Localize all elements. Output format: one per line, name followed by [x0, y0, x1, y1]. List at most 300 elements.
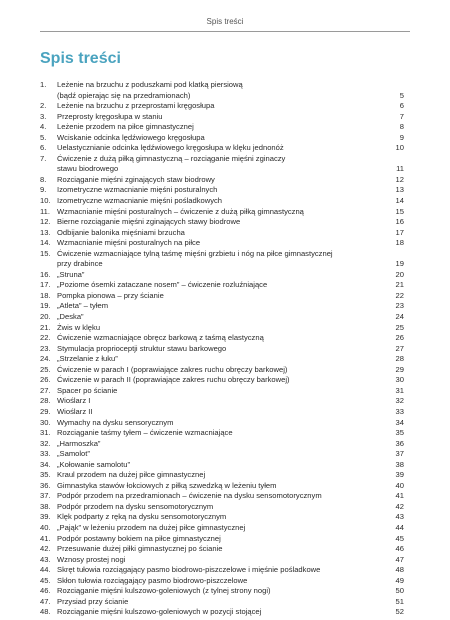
toc-entry-body	[57, 386, 404, 397]
toc-entry-number: 44.	[40, 565, 51, 575]
toc-entry-title: Spacer po ścianie	[57, 385, 118, 395]
toc-entry	[40, 185, 404, 196]
toc-entry	[40, 291, 404, 302]
toc-entry-line	[57, 101, 404, 112]
toc-entry-number: 24.	[40, 354, 51, 364]
toc-entry-title: „Kołowanie samolotu”	[57, 459, 131, 469]
toc-entry-title: „Poziome ósemki zataczane nosem” – ćwiczenie rozluźniające	[57, 280, 268, 290]
toc-entry-number: 42.	[40, 544, 51, 554]
toc-entry-title: Podpór przodem na dysku sensomotorycznym	[57, 501, 214, 511]
toc-entry-page: 23	[395, 301, 404, 311]
toc-entry-page: 5	[399, 90, 404, 100]
toc-entry-line	[57, 207, 404, 218]
toc-entry-line	[57, 323, 404, 334]
toc-entry-number: 37.	[40, 491, 51, 501]
toc-entry-line	[57, 491, 404, 502]
toc-entry	[40, 196, 404, 207]
toc-entry-number: 23.	[40, 343, 51, 353]
toc-entry	[40, 323, 404, 334]
toc-entry-number: 8.	[40, 174, 47, 184]
toc-entry-line	[57, 481, 404, 492]
toc-entry-page: 18	[395, 238, 404, 248]
toc-entry-body	[57, 196, 404, 207]
toc-entry-number: 2.	[40, 101, 47, 111]
toc-entry-page-spacer	[382, 249, 404, 260]
toc-entry-line	[57, 154, 404, 165]
toc-entry-line	[57, 259, 404, 270]
toc-entry	[40, 101, 404, 112]
toc-entry-title: Skłon tułowia rozciągający pasmo biodrowo-piszczelowe	[57, 575, 248, 585]
toc-entry	[40, 439, 404, 450]
toc-entry-number: 18.	[40, 290, 51, 300]
toc-entry-page: 43	[395, 512, 404, 522]
toc-entry-page-spacer	[382, 154, 404, 165]
toc-entry	[40, 396, 404, 407]
toc-entry	[40, 407, 404, 418]
toc-entry-title: Klęk podparty z ręką na dysku sensomotorycznym	[57, 512, 227, 522]
toc-entry-line	[57, 396, 404, 407]
toc-entry-line	[57, 365, 404, 376]
toc-entry	[40, 597, 404, 608]
toc-entry-body	[57, 597, 404, 608]
toc-entry-page: 50	[395, 586, 404, 596]
toc-entry-number: 33.	[40, 449, 51, 459]
page-title: Spis treści	[40, 50, 121, 67]
toc-entry-number: 22.	[40, 333, 51, 343]
toc-entry	[40, 555, 404, 566]
toc-entry-body	[57, 586, 404, 597]
toc-entry-line	[57, 439, 404, 450]
toc-entry-page: 12	[395, 174, 404, 184]
toc-entry-body	[57, 407, 404, 418]
toc-entry-page: 34	[395, 417, 404, 427]
toc-entry-page: 9	[399, 132, 404, 142]
toc-entry-number: 21.	[40, 322, 51, 332]
toc-entry	[40, 312, 404, 323]
toc-entry-page: 31	[395, 385, 404, 395]
toc-entry-title: Pompka pionowa – przy ścianie	[57, 290, 164, 300]
toc-entry	[40, 586, 404, 597]
toc-entry-number: 27.	[40, 385, 51, 395]
toc-entry-line	[57, 185, 404, 196]
toc-entry-page: 37	[395, 449, 404, 459]
toc-entry-number: 26.	[40, 375, 51, 385]
toc-entry-title: Bierne rozciąganie mięśni zginających stawy biodrowe	[57, 217, 241, 227]
toc-entry-title: Ćwiczenie w parach I (poprawiające zakres ruchu obręczy barkowej)	[57, 364, 288, 374]
toc-entry-title: Przysiad przy ścianie	[57, 596, 129, 606]
toc-entry-line	[57, 449, 404, 460]
toc-entry-line	[57, 196, 404, 207]
toc-entry-body	[57, 544, 404, 555]
toc-entry	[40, 344, 404, 355]
toc-entry-line	[57, 470, 404, 481]
toc-entry-body	[57, 133, 404, 144]
toc-entry-title: „Atleta” – tyłem	[57, 301, 109, 311]
toc-entry-title: Wciskanie odcinka lędźwiowego kręgosłupa	[57, 132, 205, 142]
toc-entry-page: 41	[395, 491, 404, 501]
toc-entry	[40, 80, 404, 101]
toc-entry-page: 15	[395, 206, 404, 216]
toc-entry-body	[57, 101, 404, 112]
toc-entry-body	[57, 228, 404, 239]
toc-entry-line	[57, 597, 404, 608]
table-of-contents	[40, 80, 404, 618]
toc-entry	[40, 502, 404, 513]
toc-entry-page: 7	[399, 111, 404, 121]
toc-entry-body	[57, 439, 404, 450]
toc-entry	[40, 122, 404, 133]
toc-entry-line	[57, 375, 404, 386]
toc-entry-title: Ćwiczenie w parach II (poprawiające zakres ruchu obręczy barkowej)	[57, 375, 290, 385]
toc-entry-page: 38	[395, 459, 404, 469]
toc-entry-title: Leżenie na brzuchu z przeprostami kręgosłupa	[57, 101, 215, 111]
toc-entry-body	[57, 154, 404, 175]
toc-entry	[40, 270, 404, 281]
toc-entry-title: stawu biodrowego	[57, 164, 119, 174]
toc-entry-line	[57, 607, 404, 618]
toc-entry-number: 43.	[40, 554, 51, 564]
toc-entry-number: 47.	[40, 596, 51, 606]
toc-entry-line	[57, 143, 404, 154]
toc-entry-body	[57, 207, 404, 218]
toc-entry-number: 48.	[40, 607, 51, 617]
toc-entry-page: 13	[395, 185, 404, 195]
toc-entry	[40, 112, 404, 123]
toc-entry-line	[57, 354, 404, 365]
toc-entry-body	[57, 270, 404, 281]
toc-entry-number: 34.	[40, 459, 51, 469]
toc-entry-page: 19	[395, 259, 404, 269]
toc-entry-body	[57, 375, 404, 386]
toc-entry-page: 29	[395, 364, 404, 374]
toc-entry-number: 46.	[40, 586, 51, 596]
toc-entry-title: Kraul przodem na dużej piłce gimnastycznej	[57, 470, 206, 480]
toc-entry-body	[57, 185, 404, 196]
toc-entry	[40, 154, 404, 175]
toc-entry-line	[57, 280, 404, 291]
toc-entry-line	[57, 333, 404, 344]
toc-entry-number: 31.	[40, 428, 51, 438]
toc-entry-line	[57, 523, 404, 534]
toc-entry	[40, 333, 404, 344]
toc-entry	[40, 354, 404, 365]
toc-entry-title: Odbijanie balonika mięśniami brzucha	[57, 227, 185, 237]
toc-entry-page: 32	[395, 396, 404, 406]
toc-entry	[40, 481, 404, 492]
toc-entry-title: Wymachy na dysku sensorycznym	[57, 417, 174, 427]
toc-entry-page: 48	[395, 565, 404, 575]
toc-entry-body	[57, 491, 404, 502]
toc-entry-body	[57, 460, 404, 471]
toc-entry-number: 7.	[40, 153, 47, 163]
toc-entry-page: 45	[395, 533, 404, 543]
toc-entry-title: „Deska”	[57, 312, 84, 322]
toc-entry-page: 42	[395, 501, 404, 511]
toc-entry-number: 5.	[40, 132, 47, 142]
toc-entry-body	[57, 80, 404, 101]
toc-entry	[40, 534, 404, 545]
toc-entry-number: 40.	[40, 522, 51, 532]
toc-entry-page: 46	[395, 544, 404, 554]
toc-entry-title: Podpór postawny bokiem na piłce gimnastycznej	[57, 533, 221, 543]
toc-entry-number: 19.	[40, 301, 51, 311]
toc-entry-title: Podpór przodem na przedramionach – ćwiczenie na dysku sensomotorycznym	[57, 491, 322, 501]
toc-entry-page: 49	[395, 575, 404, 585]
toc-entry-title: Przeprosty kręgosłupa w staniu	[57, 111, 163, 121]
toc-entry-number: 45.	[40, 575, 51, 585]
toc-entry-line	[57, 270, 404, 281]
toc-entry-title: Wzmacnianie mięśni posturalnych – ćwiczenie z dużą piłką gimnastyczną	[57, 206, 304, 216]
toc-entry-body	[57, 565, 404, 576]
toc-entry-body	[57, 238, 404, 249]
running-header: Spis treści	[206, 17, 244, 26]
toc-entry	[40, 428, 404, 439]
toc-entry-number: 29.	[40, 406, 51, 416]
toc-entry-number: 32.	[40, 438, 51, 448]
toc-entry	[40, 449, 404, 460]
toc-entry-title: przy drabince	[57, 259, 103, 269]
toc-entry-title: Wznosy prostej nogi	[57, 554, 126, 564]
toc-entry-title: Ćwiczenie z dużą piłką gimnastyczną – rozciąganie mięśni zginaczy	[57, 153, 286, 163]
toc-entry-title: Uelastycznianie odcinka lędźwiowego kręgosłupa w klęku jednonóż	[57, 143, 284, 153]
toc-entry-line	[57, 312, 404, 323]
toc-entry-line	[57, 386, 404, 397]
toc-entry-line	[57, 238, 404, 249]
toc-entry-body	[57, 333, 404, 344]
toc-entry-body	[57, 365, 404, 376]
toc-entry-body	[57, 291, 404, 302]
toc-entry-body	[57, 344, 404, 355]
toc-entry-page: 8	[399, 122, 404, 132]
toc-entry-page: 33	[395, 406, 404, 416]
toc-entry-body	[57, 481, 404, 492]
toc-entry-title: Ćwiczenie wzmacniające tylną taśmę mięśni grzbietu i nóg na piłce gimnastycznej	[57, 248, 333, 258]
toc-entry-title: „Strzelanie z łuku”	[57, 354, 118, 364]
toc-entry	[40, 544, 404, 555]
toc-entry-line	[57, 175, 404, 186]
toc-entry	[40, 217, 404, 228]
toc-entry-body	[57, 512, 404, 523]
toc-entry-body	[57, 576, 404, 587]
toc-entry-line	[57, 80, 404, 91]
toc-entry-body	[57, 323, 404, 334]
toc-entry-number: 11.	[40, 206, 50, 216]
toc-entry	[40, 565, 404, 576]
toc-entry	[40, 143, 404, 154]
toc-entry-number: 30.	[40, 417, 51, 427]
toc-entry-page-spacer	[382, 80, 404, 91]
toc-entry-line	[57, 217, 404, 228]
toc-entry-title: Rozciąganie mięśni zginających staw biodrowy	[57, 174, 215, 184]
toc-entry-number: 25.	[40, 364, 51, 374]
toc-entry-title: Rozciąganie mięśni kulszowo-goleniowych w pozycji stojącej	[57, 607, 262, 617]
toc-entry-title: „Harmoszka”	[57, 438, 101, 448]
toc-entry-number: 13.	[40, 227, 51, 237]
toc-entry-body	[57, 418, 404, 429]
toc-entry-title: Ćwiczenie wzmacniające obręcz barkową z taśmą elastyczną	[57, 333, 264, 343]
toc-entry	[40, 386, 404, 397]
toc-entry-page: 6	[399, 101, 404, 111]
toc-entry-page: 10	[395, 143, 404, 153]
toc-entry-line	[57, 291, 404, 302]
toc-entry-body	[57, 396, 404, 407]
toc-entry-number: 6.	[40, 143, 47, 153]
toc-entry-page: 25	[395, 322, 404, 332]
toc-entry-number: 16.	[40, 269, 51, 279]
toc-entry	[40, 280, 404, 291]
toc-entry-title: Rozciąganie mięśni kulszowo-goleniowych (z tylnej strony nogi)	[57, 586, 271, 596]
toc-entry-page: 21	[395, 280, 404, 290]
toc-entry-body	[57, 449, 404, 460]
toc-entry-title: Stymulacja proprioceptji struktur stawu barkowego	[57, 343, 227, 353]
toc-entry	[40, 491, 404, 502]
toc-entry-body	[57, 280, 404, 291]
toc-entry-line	[57, 249, 404, 260]
toc-entry-body	[57, 122, 404, 133]
toc-entry-title: „Samolot”	[57, 449, 90, 459]
toc-entry-title: Przesuwanie dużej piłki gimnastycznej po ścianie	[57, 544, 223, 554]
toc-entry-number: 17.	[40, 280, 51, 290]
toc-entry-body	[57, 470, 404, 481]
toc-entry-number: 3.	[40, 111, 47, 121]
toc-entry-title: „Pająk” w leżeniu przodem na dużej piłce gimnastycznej	[57, 522, 246, 532]
toc-entry-line	[57, 565, 404, 576]
toc-entry	[40, 133, 404, 144]
toc-entry-page: 36	[395, 438, 404, 448]
toc-entry-line	[57, 407, 404, 418]
toc-entry-title: Skręt tułowia rozciągający pasmo biodrowo-piszczelowe i mięśnie pośladkowe	[57, 565, 321, 575]
toc-entry-page: 11	[396, 164, 404, 174]
toc-entry-title: Izometryczne wzmacnianie mięśni pośladkowych	[57, 196, 223, 206]
toc-entry-body	[57, 428, 404, 439]
toc-entry-line	[57, 555, 404, 566]
toc-entry-page: 24	[395, 312, 404, 322]
toc-entry-line	[57, 112, 404, 123]
toc-entry-line	[57, 502, 404, 513]
toc-entry-title: Wzmacnianie mięśni posturalnych na piłce	[57, 238, 201, 248]
toc-entry-page: 14	[395, 196, 404, 206]
toc-entry-page: 27	[395, 343, 404, 353]
toc-entry	[40, 523, 404, 534]
toc-entry-line	[57, 428, 404, 439]
toc-entry-number: 1.	[40, 80, 47, 89]
toc-entry-body	[57, 312, 404, 323]
toc-entry-title: Izometryczne wzmacnianie mięśni posturalnych	[57, 185, 218, 195]
toc-entry	[40, 207, 404, 218]
toc-entry-body	[57, 523, 404, 534]
toc-entry-page: 30	[395, 375, 404, 385]
toc-entry	[40, 460, 404, 471]
toc-entry	[40, 228, 404, 239]
toc-entry-page: 52	[395, 607, 404, 617]
toc-entry-title: Wioślarz II	[57, 406, 93, 416]
toc-entry-title: Wioślarz I	[57, 396, 91, 406]
toc-entry-number: 39.	[40, 512, 51, 522]
toc-entry-line	[57, 228, 404, 239]
toc-entry-number: 38.	[40, 501, 51, 511]
toc-entry-number: 20.	[40, 312, 51, 322]
toc-entry-title: Gimnastyka stawów łokciowych z piłką szwedzką w leżeniu tyłem	[57, 480, 277, 490]
toc-entry	[40, 512, 404, 523]
toc-entry-number: 15.	[40, 248, 51, 258]
toc-entry-body	[57, 607, 404, 618]
toc-entry-body	[57, 502, 404, 513]
toc-entry	[40, 576, 404, 587]
toc-entry-number: 12.	[40, 217, 51, 227]
toc-entry	[40, 375, 404, 386]
toc-entry-line	[57, 512, 404, 523]
toc-entry-line	[57, 586, 404, 597]
toc-entry-body	[57, 143, 404, 154]
toc-entry-body	[57, 112, 404, 123]
toc-entry	[40, 470, 404, 481]
toc-entry-number: 41.	[40, 533, 51, 543]
toc-entry-title: Leżenie na brzuchu z poduszkami pod klatką piersiową	[57, 80, 243, 89]
toc-entry-title: (bądź opierając się na przedramionach)	[57, 90, 191, 100]
toc-entry-number: 35.	[40, 470, 51, 480]
toc-entry-line	[57, 576, 404, 587]
toc-entry-title: Rozciąganie taśmy tyłem – ćwiczenie wzmacniające	[57, 428, 233, 438]
toc-entry-page: 35	[395, 428, 404, 438]
toc-entry-body	[57, 354, 404, 365]
toc-entry-body	[57, 175, 404, 186]
toc-entry	[40, 418, 404, 429]
toc-entry-line	[57, 164, 404, 175]
toc-entry-number: 36.	[40, 480, 51, 490]
toc-entry-number: 28.	[40, 396, 51, 406]
toc-entry-title: Leżenie przodem na piłce gimnastycznej	[57, 122, 194, 132]
toc-entry-line	[57, 344, 404, 355]
toc-entry-body	[57, 534, 404, 545]
toc-entry-page: 44	[395, 522, 404, 532]
toc-entry-line	[57, 301, 404, 312]
toc-entry-page: 40	[395, 480, 404, 490]
toc-entry-line	[57, 418, 404, 429]
toc-entry-number: 4.	[40, 122, 47, 132]
toc-entry-number: 9.	[40, 185, 47, 195]
toc-entry-body	[57, 217, 404, 228]
toc-entry-number: 10.	[40, 196, 51, 206]
toc-entry	[40, 175, 404, 186]
toc-entry-page: 26	[395, 333, 404, 343]
toc-entry-number: 14.	[40, 238, 51, 248]
toc-entry-page: 51	[395, 596, 404, 606]
toc-entry-page: 16	[395, 217, 404, 227]
toc-entry-line	[57, 91, 404, 102]
toc-entry	[40, 607, 404, 618]
toc-entry-body	[57, 249, 404, 270]
toc-entry-page: 22	[395, 290, 404, 300]
toc-entry-line	[57, 534, 404, 545]
toc-entry-title: Żwis w klęku	[57, 322, 101, 332]
toc-entry-body	[57, 555, 404, 566]
toc-entry	[40, 301, 404, 312]
toc-entry-line	[57, 460, 404, 471]
toc-entry-line	[57, 122, 404, 133]
toc-entry-body	[57, 301, 404, 312]
toc-entry-line	[57, 133, 404, 144]
toc-entry	[40, 238, 404, 249]
toc-entry-page: 47	[395, 554, 404, 564]
toc-entry-page: 39	[395, 470, 404, 480]
toc-entry	[40, 249, 404, 270]
toc-entry-page: 28	[395, 354, 404, 364]
toc-entry-title: „Struna”	[57, 269, 85, 279]
toc-entry-page: 20	[395, 269, 404, 279]
toc-entry	[40, 365, 404, 376]
toc-entry-page: 17	[395, 227, 404, 237]
header-rule	[40, 31, 410, 32]
